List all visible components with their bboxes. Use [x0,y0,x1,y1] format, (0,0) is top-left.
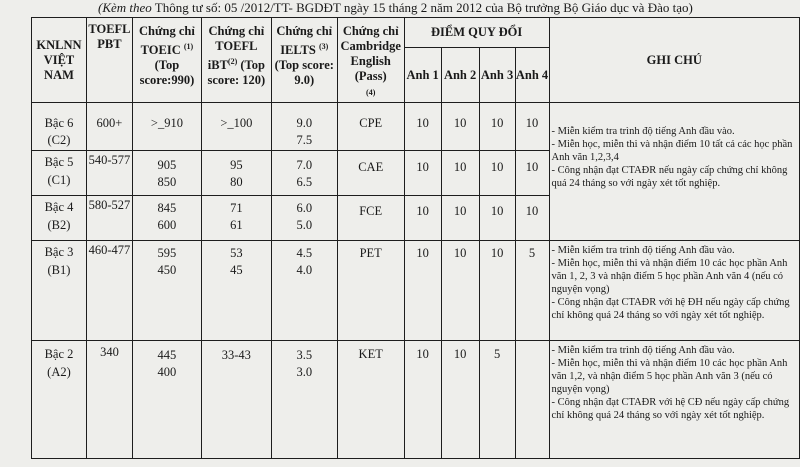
toeic-cell: 845 600 [132,196,201,241]
document-caption [98,0,798,16]
toeic-cell: 595 450 [132,241,201,341]
header-row-1 [32,18,800,48]
anh2-cell: 10 [441,196,479,241]
anh4-cell: 10 [515,151,549,196]
ielts-cell: 9.0 7.5 [271,103,337,151]
ielts-cell: 7.0 6.5 [271,151,337,196]
anh4-cell: 5 [515,241,549,341]
col-header-ielts: Chứng chỉ IELTS $^{(3)}$ (Top score: 9.0) [271,18,337,103]
toefl-ibt-cell: >_100 [201,103,271,151]
anh2-cell: 10 [441,151,479,196]
col-header-toeic: Chứng chỉ TOEIC $^{(1)}$ (Top score:990) [132,18,201,103]
toefl-pbt-cell: 600+ [86,103,132,151]
toefl-ibt-cell: 71 61 [201,196,271,241]
level-cell: Bậc 3 (B1) [32,241,87,341]
col-header-ghi-chu: GHI CHÚ [549,18,799,103]
conversion-table [31,17,800,459]
anh2-cell: 10 [441,341,479,459]
toefl-pbt-cell: 580-527 [86,196,132,241]
anh2-cell: 10 [441,103,479,151]
col-header-anh1: Anh 1 [404,48,441,103]
level-cell: Bậc 5 (C1) [32,151,87,196]
col-header-cambridge: Chứng chỉ Cambridge English (Pass) (4) [337,18,404,103]
toeic-cell: >_910 [132,103,201,151]
toefl-ibt-cell: 33-43 [201,341,271,459]
cambridge-cell: KET [337,341,404,459]
anh3-cell: 5 [479,341,515,459]
caption-text: Thông tư số: 05 /2012/TT- BGDĐT ngày 15 tháng 2 năm 2012 của Bộ trưởng Bộ Giáo dục và Đào tạo) [151,0,693,15]
table-row [32,241,800,341]
anh3-cell: 10 [479,241,515,341]
table-row [32,103,800,151]
level-cell: Bậc 6 (C2) [32,103,87,151]
cambridge-cell: PET [337,241,404,341]
anh4-cell: 10 [515,196,549,241]
level-cell: Bậc 2 (A2) [32,341,87,459]
note-group-1: - Miễn kiểm tra trình độ tiếng Anh đầu vào. - Miễn học, miễn thi và nhận điểm 10 tất cả các học phần Anh văn 1,2,3,4 - Công nhận đạt CTAĐR nếu ngày cấp chứng chỉ không quá 24 tháng so với ngày xét tốt nghiệp. [549,103,799,241]
level-cell: Bậc 4 (B2) [32,196,87,241]
col-header-diem-quy-doi: ĐIỂM QUY ĐỔI [404,18,549,48]
toefl-pbt-cell: 460-477 [86,241,132,341]
toefl-ibt-cell: 53 45 [201,241,271,341]
toeic-cell: 445 400 [132,341,201,459]
cambridge-cell: CPE [337,103,404,151]
anh1-cell: 10 [404,151,441,196]
col-header-toefl-pbt: TOEFL PBT [86,18,132,103]
col-header-anh4: Anh 4 [515,48,549,103]
toeic-cell: 905 850 [132,151,201,196]
table-row [32,341,800,459]
anh3-cell: 10 [479,196,515,241]
caption-prefix: (Kèm theo [98,0,152,15]
cambridge-cell: FCE [337,196,404,241]
anh2-cell: 10 [441,241,479,341]
col-header-anh3: Anh 3 [479,48,515,103]
note-group-3: - Miễn kiểm tra trình độ tiếng Anh đầu vào. - Miễn học, miễn thi và nhận điểm 10 các học phần Anh văn 1,2, và nhận điểm 5 học phần Anh văn 3 (nếu có nguyện vọng) - Công nhận đạt CTAĐR với hệ CĐ nếu ngày cấp chứng chỉ không quá 24 tháng so với ngày xét tốt nghiệp. [549,341,799,459]
toefl-pbt-cell: 340 [86,341,132,459]
col-header-toefl-ibt: Chứng chỉ TOEFL iBT$^{(2)}$ (Top score: 120) [201,18,271,103]
anh1-cell: 10 [404,196,441,241]
col-header-knlnn: KNLNN VIỆT NAM [32,18,87,103]
anh1-cell: 10 [404,103,441,151]
anh1-cell: 10 [404,341,441,459]
toefl-pbt-cell: 540-577 [86,151,132,196]
anh3-cell: 10 [479,103,515,151]
anh3-cell: 10 [479,151,515,196]
ielts-cell: 6.0 5.0 [271,196,337,241]
ielts-cell: 3.5 3.0 [271,341,337,459]
anh4-cell: 10 [515,103,549,151]
note-group-2: - Miễn kiểm tra trình độ tiếng Anh đầu vào. - Miễn học, miễn thi và nhận điểm 10 các học phần Anh văn 1, 2, 3 và nhận điểm 5 học phần Anh văn 4 (nếu có nguyện vọng) - Công nhận đạt CTAĐR với hệ ĐH nếu ngày cấp chứng chỉ không quá 24 tháng so với ngày xét tốt nghiệp. [549,241,799,341]
ielts-cell: 4.5 4.0 [271,241,337,341]
anh4-cell [515,341,549,459]
col-header-anh2: Anh 2 [441,48,479,103]
anh1-cell: 10 [404,241,441,341]
toefl-ibt-cell: 95 80 [201,151,271,196]
cambridge-cell: CAE [337,151,404,196]
